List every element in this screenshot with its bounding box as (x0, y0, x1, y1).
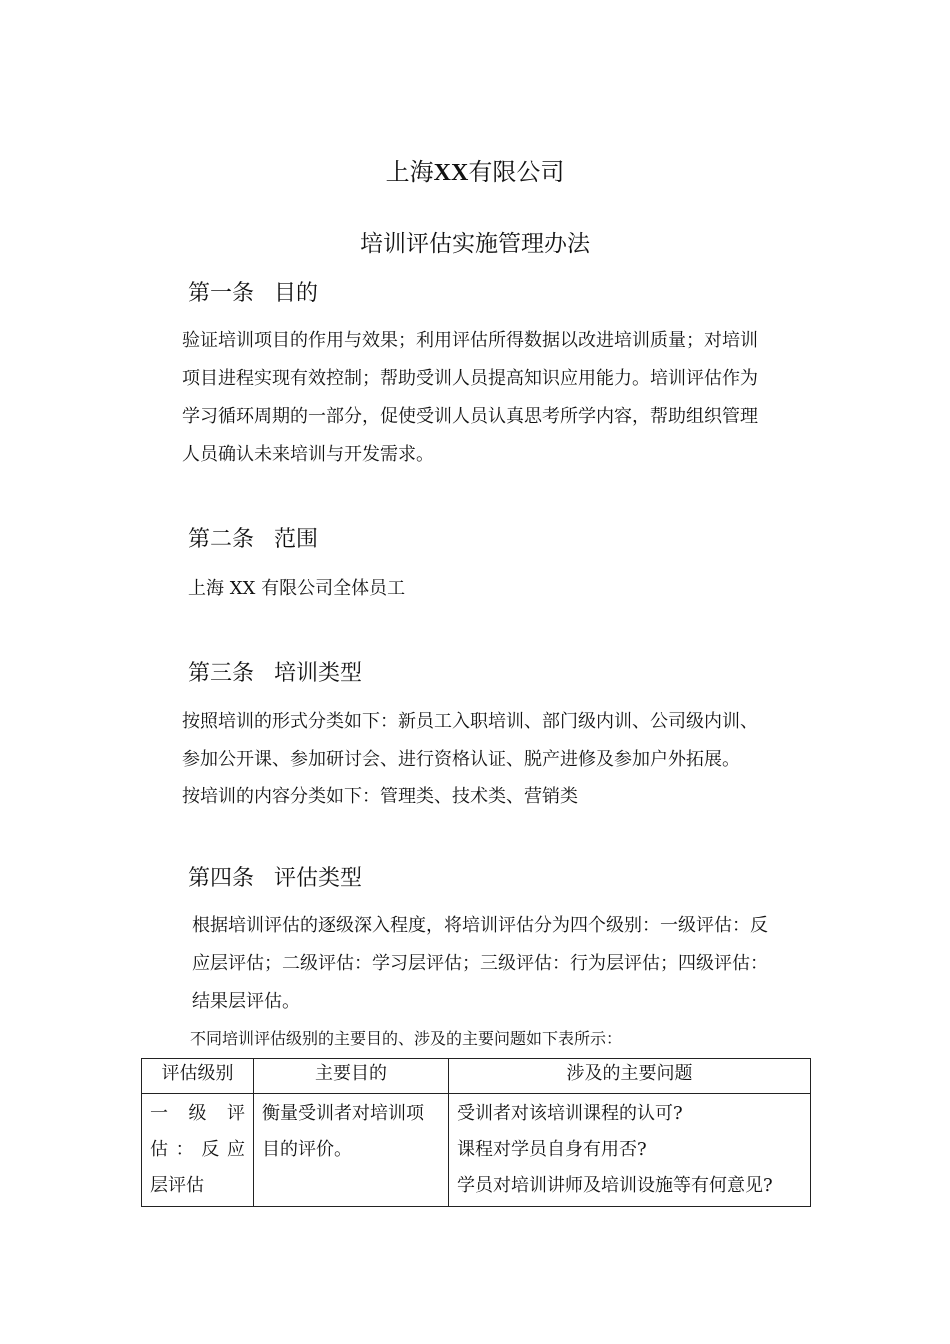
text-line: 按照培训的形式分类如下：新员工入职培训、部门级内训、公司级内训、 (182, 711, 758, 732)
cell-line: 目的评价。 (262, 1139, 352, 1160)
table-header-cell: 评估级别 (142, 1059, 254, 1094)
table-intro: 不同培训评估级别的主要目的、涉及的主要问题如下表所示： (190, 1029, 623, 1048)
section-heading-2: 第二条 范围 (188, 527, 319, 552)
cell-line: 衡量受训者对培训项 (262, 1103, 424, 1124)
cell-line: 一 级 评 (150, 1103, 245, 1124)
text-line: 验证培训项目的作用与效果；利用评估所得数据以改进培训质量；对培训 (182, 330, 758, 351)
table-header-cell: 主要目的 (254, 1059, 449, 1094)
text-line: 应层评估；二级评估：学习层评估；三级评估：行为层评估；四级评估： (192, 953, 768, 974)
text-line: 按培训的内容分类如下：管理类、技术类、营销类 (182, 786, 578, 807)
text-line: 根据培训评估的逐级深入程度，将培训评估分为四个级别：一级评估：反 (192, 915, 768, 936)
cell-line: 课程对学员自身有用否? (457, 1139, 647, 1160)
table-header-row (142, 1059, 811, 1094)
section-heading-1: 第一条 目的 (188, 281, 319, 306)
section-1-body (182, 322, 758, 474)
section-3-body (182, 703, 758, 815)
cell-line: 层评估 (150, 1175, 204, 1196)
cell-line: 估：反应 (150, 1139, 245, 1160)
text-line: 学习循环周期的一部分，促使受训人员认真思考所学内容，帮助组织管理 (182, 406, 758, 427)
evaluation-table (141, 1058, 811, 1207)
table-cell-questions (449, 1094, 811, 1207)
company-title-bold: XX (433, 160, 469, 186)
table-header-cell: 涉及的主要问题 (449, 1059, 811, 1094)
table-cell-purpose (254, 1094, 449, 1207)
text-line: 上海 XX 有限公司全体员工 (188, 578, 406, 599)
table-cell-level (142, 1094, 254, 1207)
document-title: 培训评估实施管理办法 (360, 231, 590, 257)
section-heading-3: 第三条 培训类型 (188, 661, 363, 686)
table-row (142, 1094, 811, 1207)
text-line: 项目进程实现有效控制；帮助受训人员提高知识应用能力。培训评估作为 (182, 368, 758, 389)
cell-line: 学员对培训讲师及培训设施等有何意见? (457, 1175, 773, 1196)
section-heading-4: 第四条 评估类型 (188, 866, 363, 891)
text-line: 参加公开课、参加研讨会、进行资格认证、脱产进修及参加户外拓展。 (182, 749, 740, 770)
text-line: 结果层评估。 (192, 991, 300, 1012)
text-line: 人员确认未来培训与开发需求。 (182, 444, 434, 465)
cell-line: 受训者对该培训课程的认可? (457, 1103, 683, 1124)
company-title: 上海XX有限公司 (385, 158, 565, 186)
section-4-body (192, 907, 768, 1021)
section-2-body (188, 570, 405, 608)
